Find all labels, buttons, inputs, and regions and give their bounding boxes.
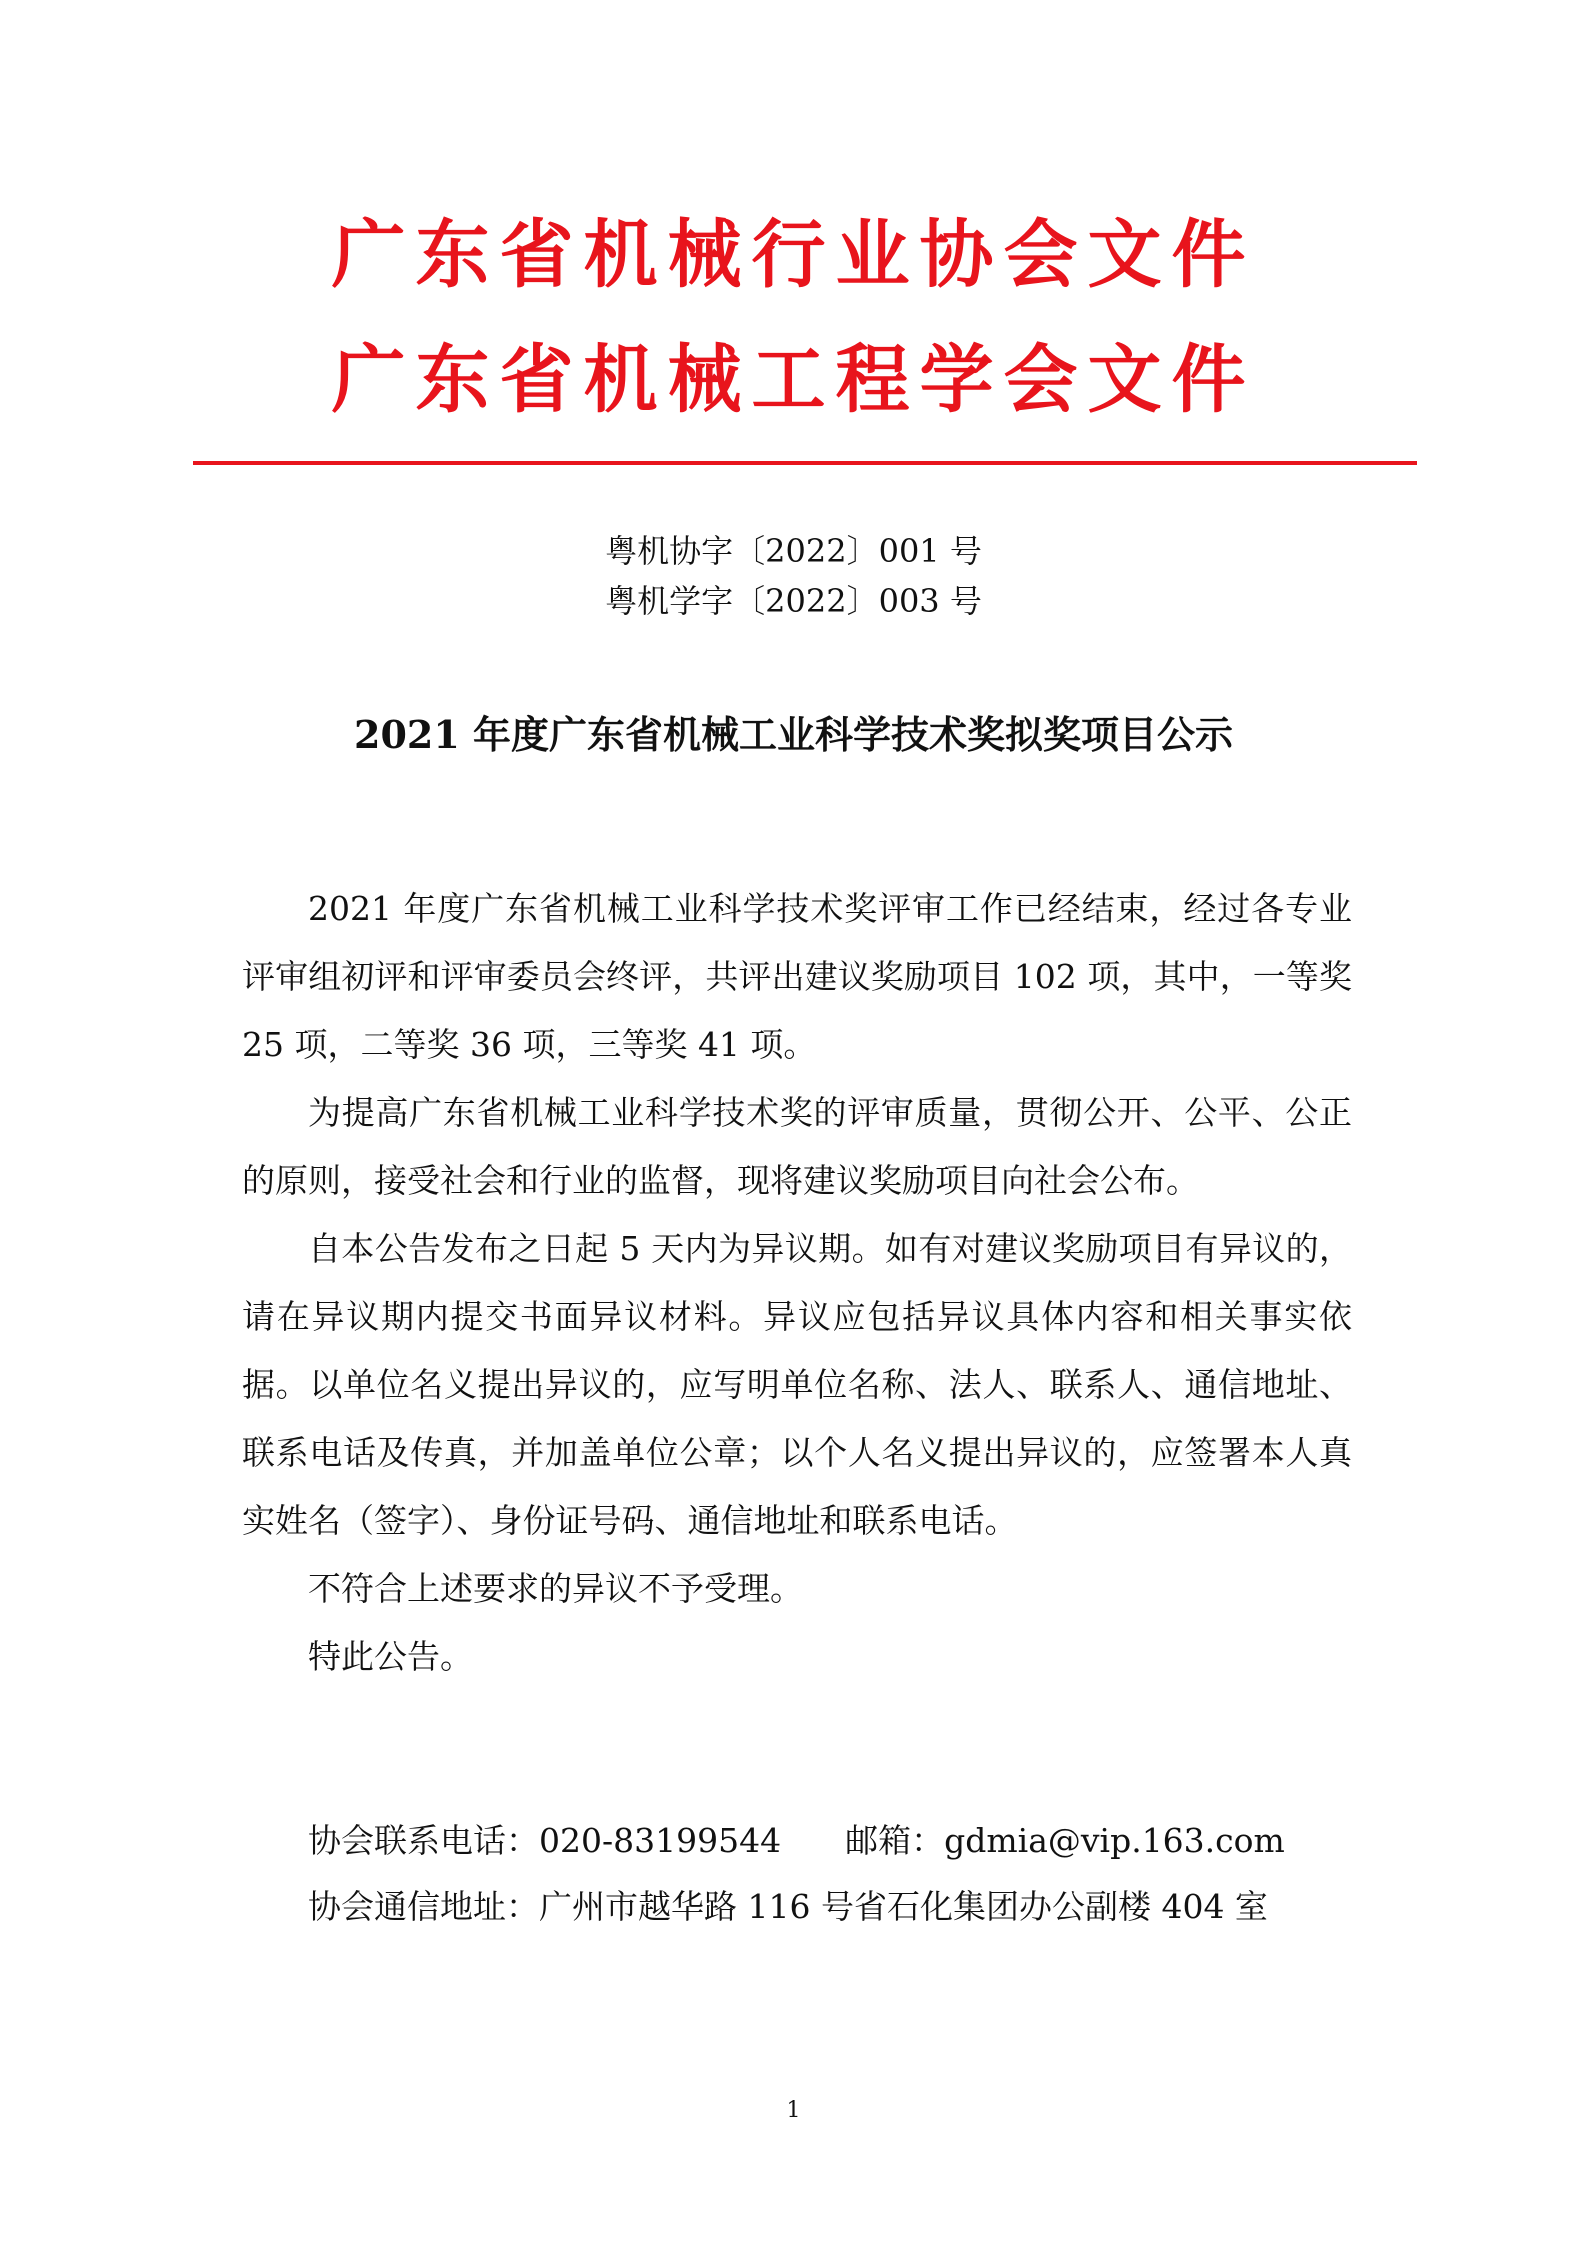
paragraph-rejection: 不符合上述要求的异议不予受理。 [308,1569,803,1608]
document-number-association: 粤机协字〔2022〕001 号 [605,532,982,570]
email-address[interactable]: gdmia@vip.163.com [944,1821,1285,1860]
notice-body [242,875,1352,1691]
email-label: 邮箱： [845,1821,945,1860]
page-number: 1 [786,2098,801,2123]
header-title-society: 广东省机械工程学会文件 [331,337,1256,423]
phone-label: 协会联系电话： [308,1821,539,1860]
document-number-society: 粤机学字〔2022〕003 号 [605,582,982,620]
paragraph-closing: 特此公告。 [308,1637,473,1676]
contact-phone-email-line [308,1821,1285,1860]
address-value: 广州市越华路 116 号省石化集团办公副楼 404 室 [539,1887,1268,1926]
notice-title: 2021 年度广东省机械工业科学技术奖拟奖项目公示 [354,712,1233,757]
phone-number: 020-83199544 [539,1821,782,1860]
contact-address-line [308,1887,1268,1926]
header-title-association: 广东省机械行业协会文件 [331,212,1256,298]
header-red-divider [193,461,1417,465]
address-label: 协会通信地址： [308,1887,539,1926]
paragraph-results: 2021 年度广东省机械工业科学技术奖评审工作已经结束，经过各专业评审组初评和评审委员会终评，共评出建议奖励项目 102 项，其中，一等奖 25 项，二等奖 36 项，三等奖 41 项。 [242,889,1352,1064]
paragraph-objection-rules: 自本公告发布之日起 5 天内为异议期。如有对建议奖励项目有异议的，请在异议期内提交书面异议材料。异议应包括异议具体内容和相关事实依据。以单位名义提出异议的，应写明单位名称、法人、联系人、通信地址、联系电话及传真，并加盖单位公章；以个人名义提出异议的，应签署本人真实姓名（签字）、身份证号码、通信地址和联系电话。 [242,1229,1352,1540]
paragraph-purpose: 为提高广东省机械工业科学技术奖的评审质量，贯彻公开、公平、公正的原则，接受社会和行业的监督，现将建议奖励项目向社会公布。 [242,1093,1352,1200]
